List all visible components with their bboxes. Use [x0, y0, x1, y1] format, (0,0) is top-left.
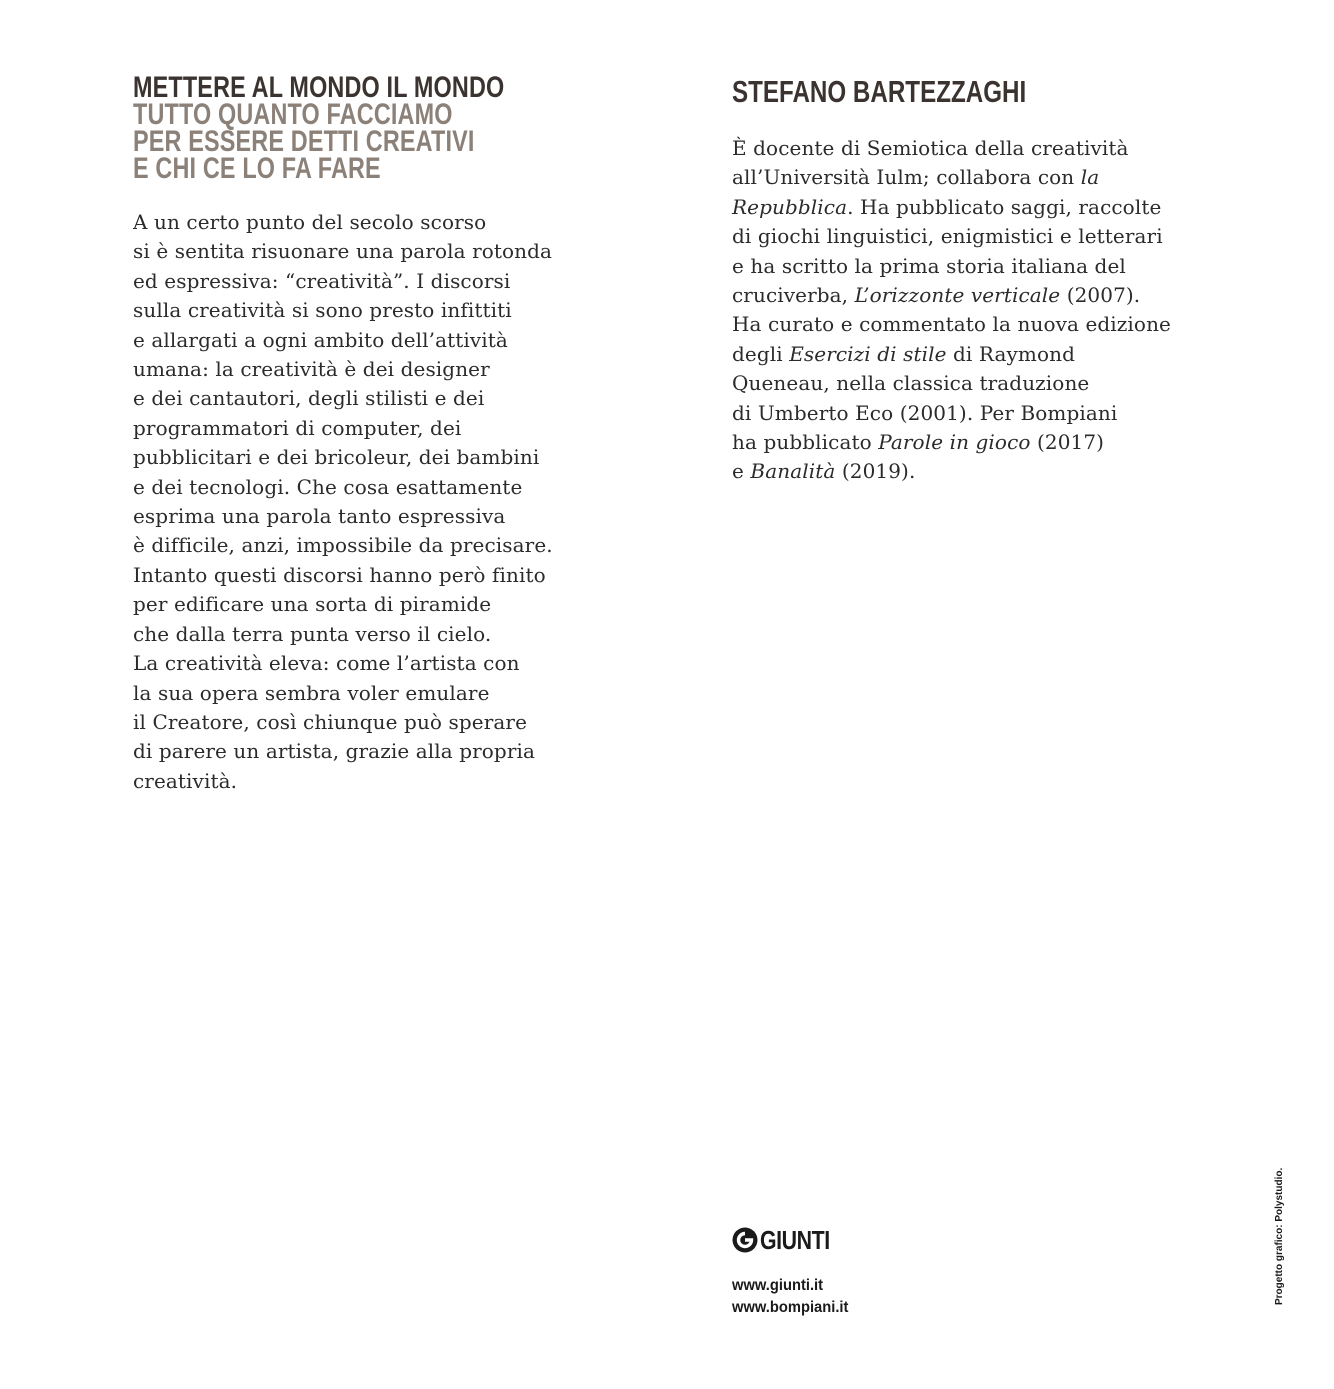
bio-text: cruciverba,	[732, 283, 855, 308]
bio-text: . Ha pubblicato saggi, raccolte	[847, 194, 1162, 219]
design-credit: Progetto grafico: Polystudio.	[1274, 1167, 1285, 1305]
bio-line	[732, 281, 1252, 310]
blurb-line: per edificare una sorta di piramide	[133, 592, 492, 617]
bio-line	[732, 222, 1252, 251]
bio-line	[732, 163, 1252, 192]
bio-text: e ha scritto la prima storia italiana del	[732, 253, 1126, 278]
giunti-wordmark: GIUNTI	[760, 1224, 830, 1255]
bio-text: di giochi linguistici, enigmistici e letterari	[732, 224, 1163, 249]
blurb-line: di parere un artista, grazie alla propria	[133, 739, 536, 764]
bio-line	[732, 134, 1252, 163]
blurb-line: pubblicitari e dei bricoleur, dei bambini	[133, 445, 540, 470]
blurb-line: sulla creatività si sono presto infittiti	[133, 298, 512, 323]
giunti-logo	[732, 1225, 932, 1255]
bio-text: (2017)	[1030, 430, 1105, 455]
blurb-line: il Creatore, così chiunque può sperare	[133, 709, 528, 734]
bio-italic: la	[1080, 165, 1100, 190]
blurb-line: programmatori di computer, dei	[133, 415, 462, 440]
blurb-line: e dei tecnologi. Che cosa esattamente	[133, 474, 523, 499]
blurb-line: A un certo punto del secolo scorso	[133, 210, 487, 234]
bio-text: e	[732, 459, 751, 484]
left-column	[133, 71, 603, 796]
bio-text: degli	[732, 341, 790, 366]
bio-line	[732, 428, 1252, 457]
giunti-g-icon	[732, 1227, 758, 1253]
blurb-line: e dei cantautori, degli stilisti e dei	[133, 386, 485, 411]
bio-italic: L’orizzonte verticale	[854, 283, 1061, 308]
bio-italic: Parole in gioco	[878, 430, 1031, 455]
blurb-line: ed espressiva: “creatività”. I discorsi	[133, 268, 511, 293]
blurb-line: la sua opera sembra voler emulare	[133, 680, 490, 705]
bio-italic: Esercizi di stile	[789, 341, 947, 366]
bio-text: di Raymond	[946, 341, 1075, 366]
right-column	[732, 74, 1252, 487]
bio-text: (2019).	[835, 459, 916, 484]
blurb-text	[133, 208, 603, 796]
blurb-line: La creatività eleva: come l’artista con	[133, 651, 520, 676]
book-subtitle-line-3: E CHI CE LO FA FARE	[133, 152, 381, 185]
book-subtitle-line-2: PER ESSERE DETTI CREATIVI	[133, 125, 475, 158]
bio-text: (2007).	[1060, 283, 1141, 308]
bio-line	[732, 369, 1252, 398]
blurb-line: esprima una parola tanto espressiva	[133, 504, 506, 529]
book-subtitle-line-1: TUTTO QUANTO FACCIAMO	[133, 98, 453, 131]
bio-text: ha pubblicato	[732, 430, 879, 455]
bio-line	[732, 340, 1252, 369]
bio-line	[732, 457, 1252, 486]
bio-text: Queneau, nella classica traduzione	[732, 371, 1090, 396]
blurb-line: umana: la creatività è dei designer	[133, 357, 490, 382]
url-giunti[interactable]: www.giunti.it	[732, 1277, 824, 1294]
blurb-line: che dalla terra punta verso il cielo.	[133, 621, 492, 646]
bio-line	[732, 399, 1252, 428]
book-title: METTERE AL MONDO IL MONDO	[133, 71, 505, 104]
blurb-line: è difficile, anzi, impossibile da precisare.	[133, 533, 553, 558]
bio-text: all’Università Iulm; collabora con	[732, 165, 1081, 190]
publisher-urls	[732, 1275, 932, 1319]
bio-text: Ha curato e commentato la nuova edizione	[732, 312, 1171, 337]
bio-line	[732, 310, 1252, 339]
bio-text: È docente di Semiotica della creatività	[732, 136, 1129, 160]
url-bompiani[interactable]: www.bompiani.it	[732, 1299, 849, 1316]
author-name: STEFANO BARTEZZAGHI	[732, 74, 1027, 109]
bio-line	[732, 193, 1252, 222]
bio-italic: Banalità	[750, 459, 836, 484]
blurb-line: e allargati a ogni ambito dell’attività	[133, 327, 508, 352]
blurb-line: si è sentita risuonare una parola rotonda	[133, 239, 553, 264]
blurb-line: creatività.	[133, 768, 238, 793]
bio-text: di Umberto Eco (2001). Per Bompiani	[732, 400, 1118, 425]
author-bio	[732, 134, 1252, 487]
bio-line	[732, 252, 1252, 281]
bio-italic: Repubblica	[732, 194, 848, 219]
blurb-line: Intanto questi discorsi hanno però finito	[133, 562, 546, 587]
publisher-block	[732, 1225, 932, 1319]
